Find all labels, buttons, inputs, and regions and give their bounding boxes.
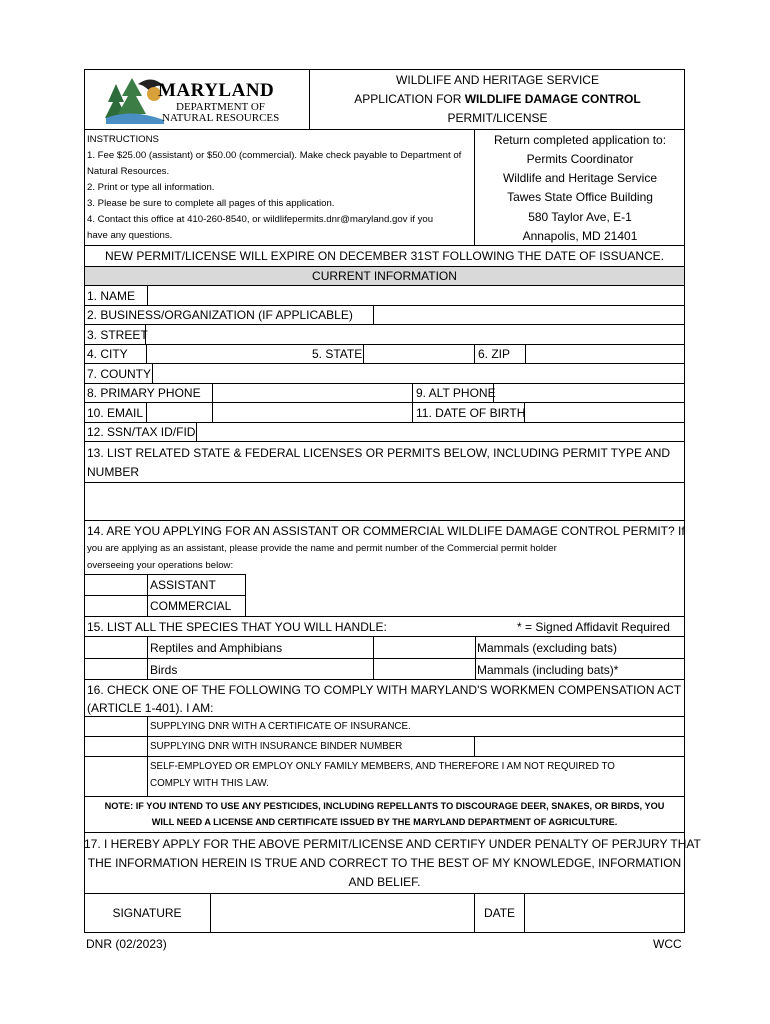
assistant-checkbox[interactable]	[85, 575, 147, 595]
email-input[interactable]	[146, 402, 413, 422]
ssn-label: 12. SSN/TAX ID/FID	[87, 425, 196, 439]
dnr-logo	[100, 72, 300, 128]
form-id: DNR (02/2023)	[86, 937, 167, 951]
header-line2	[310, 92, 685, 106]
return-line5: Annapolis, MD 21401	[522, 229, 638, 243]
q16-opt3b: COMPLY WITH THIS LAW.	[150, 778, 269, 789]
dob-label: 11. DATE OF BIRTH	[416, 406, 526, 420]
business-input[interactable]	[373, 305, 685, 324]
reptiles-label: Reptiles and Amphibians	[150, 641, 283, 655]
binder-number-input[interactable]	[475, 737, 684, 756]
form-code: WCC	[653, 937, 682, 951]
email-label: 10. EMAIL	[87, 406, 144, 420]
note-line1: NOTE: IF YOU INTEND TO USE ANY PESTICIDES, INCLUDING REPELLANTS TO DISCOURAGE DEER, SNAKES, OR BIRDS, YOU	[104, 801, 665, 811]
binder-checkbox[interactable]	[85, 737, 147, 756]
q16-opt3a: SELF-EMPLOYED OR EMPLOY ONLY FAMILY MEMBERS, AND THEREFORE I AM NOT REQUIRED TO	[150, 761, 615, 772]
reptiles-checkbox[interactable]	[85, 637, 147, 658]
street-input[interactable]	[145, 324, 685, 344]
q13-line1: 13. LIST RELATED STATE & FEDERAL LICENSES OR PERMITS BELOW, INCLUDING PERMIT TYPE AND	[87, 446, 671, 460]
q14-question: 14. ARE YOU APPLYING FOR AN ASSISTANT OR COMMERCIAL WILDLIFE DAMAGE CONTROL PERMIT? If	[87, 524, 685, 538]
name-input[interactable]	[147, 285, 685, 305]
logo-title: MARYLAND	[158, 80, 275, 101]
signature-label: SIGNATURE	[112, 906, 182, 920]
zip-input[interactable]	[525, 344, 685, 363]
birds-checkbox[interactable]	[85, 659, 147, 679]
logo-line3: NATURAL RESOURCES	[162, 112, 280, 124]
commercial-label: COMMERCIAL	[150, 599, 232, 613]
date-label: DATE	[483, 906, 516, 920]
q15-title: 15. LIST ALL THE SPECIES THAT YOU WILL HANDLE:	[87, 620, 387, 634]
mammals-ex-label: Mammals (excluding bats)	[477, 641, 618, 655]
header-line2-bold: WILDLIFE DAMAGE CONTROL	[464, 92, 641, 106]
instruction-3: 3. Please be sure to complete all pages of this application.	[87, 198, 335, 209]
instruction-2: 2. Print or type all information.	[87, 182, 215, 193]
mammals-inc-checkbox[interactable]	[374, 659, 475, 679]
instruction-1a: 1. Fee $25.00 (assistant) or $50.00 (commercial). Make check payable to Department of	[87, 150, 462, 161]
header-line1: WILDLIFE AND HERITAGE SERVICE	[396, 73, 599, 87]
expire-notice: NEW PERMIT/LICENSE WILL EXPIRE ON DECEMBER 31ST FOLLOWING THE DATE OF ISSUANCE.	[105, 249, 664, 263]
q16-opt2: SUPPLYING DNR WITH INSURANCE BINDER NUMBER	[150, 741, 403, 752]
instruction-4b: have any questions.	[87, 230, 173, 241]
q14-line3: overseeing your operations below:	[87, 560, 234, 571]
return-title: Return completed application to:	[493, 133, 667, 147]
current-info-title: CURRENT INFORMATION	[312, 269, 457, 283]
q17-line3: AND BELIEF.	[348, 875, 421, 889]
q17-line1: 17. I HEREBY APPLY FOR THE ABOVE PERMIT/LICENSE AND CERTIFY UNDER PENALTY OF PERJURY THAT	[84, 837, 701, 851]
signature-input[interactable]	[211, 894, 474, 932]
zip-label: 6. ZIP	[478, 347, 511, 361]
insurance-cert-checkbox[interactable]	[85, 717, 147, 736]
instruction-4a: 4. Contact this office at 410-260-8540, or wildlifepermits.dnr@maryland.gov if you	[87, 214, 434, 225]
note-line2: WILL NEED A LICENSE AND CERTIFICATE ISSUED BY THE MARYLAND DEPARTMENT OF AGRICULTURE.	[151, 817, 618, 827]
instructions-title: INSTRUCTIONS	[87, 134, 159, 145]
logo-line2: DEPARTMENT OF	[176, 101, 265, 113]
street-label: 3. STREET	[87, 328, 148, 342]
return-line3: Tawes State Office Building	[507, 190, 653, 204]
alt-phone-input[interactable]	[493, 383, 685, 402]
date-input[interactable]	[525, 894, 684, 932]
business-label: 2. BUSINESS/ORGANIZATION (IF APPLICABLE)	[87, 308, 353, 322]
return-line4: 580 Taylor Ave, E-1	[528, 210, 632, 224]
city-input[interactable]	[146, 344, 309, 363]
alt-phone-label: 9. ALT PHONE	[416, 386, 496, 400]
q17-line2: THE INFORMATION HEREIN IS TRUE AND CORRECT TO THE BEST OF MY KNOWLEDGE, INFORMATION	[87, 856, 682, 870]
county-label: 7. COUNTY	[87, 367, 152, 381]
q16-line2: (ARTICLE 1-401). I AM:	[87, 701, 214, 715]
header-line3: PERMIT/LICENSE	[447, 111, 548, 125]
q14-line2: you are applying as an assistant, please provide the name and permit number of the Commercial permit holder	[87, 543, 557, 554]
dob-input[interactable]	[524, 402, 685, 422]
q13-input[interactable]	[85, 483, 684, 520]
county-input[interactable]	[152, 363, 685, 383]
primary-phone-label: 8. PRIMARY PHONE	[87, 386, 201, 400]
affidavit-note: * = Signed Affidavit Required	[517, 620, 670, 634]
city-label: 4. CITY	[87, 347, 128, 361]
assistant-label: ASSISTANT	[150, 578, 216, 592]
state-label: 5. STATE	[312, 347, 363, 361]
self-employed-checkbox[interactable]	[85, 757, 147, 796]
mammals-ex-checkbox[interactable]	[374, 637, 475, 658]
return-line2: Wildlife and Heritage Service	[502, 171, 658, 185]
return-line1: Permits Coordinator	[526, 152, 634, 166]
birds-label: Birds	[150, 663, 178, 677]
commercial-holder-input[interactable]	[246, 575, 684, 616]
name-label: 1. NAME	[87, 289, 136, 303]
mammals-inc-label: Mammals (including bats)*	[477, 663, 619, 677]
q13-line2: NUMBER	[87, 465, 140, 479]
commercial-checkbox[interactable]	[85, 596, 147, 616]
instruction-1b: Natural Resources.	[87, 166, 170, 177]
q16-opt1: SUPPLYING DNR WITH A CERTIFICATE OF INSURANCE.	[150, 721, 411, 732]
state-input[interactable]	[363, 344, 475, 363]
q16-line1: 16. CHECK ONE OF THE FOLLOWING TO COMPLY WITH MARYLAND'S WORKMEN COMPENSATION ACT	[87, 683, 682, 697]
header-line2-prefix: APPLICATION FOR	[354, 92, 465, 106]
ssn-input[interactable]	[196, 422, 685, 442]
